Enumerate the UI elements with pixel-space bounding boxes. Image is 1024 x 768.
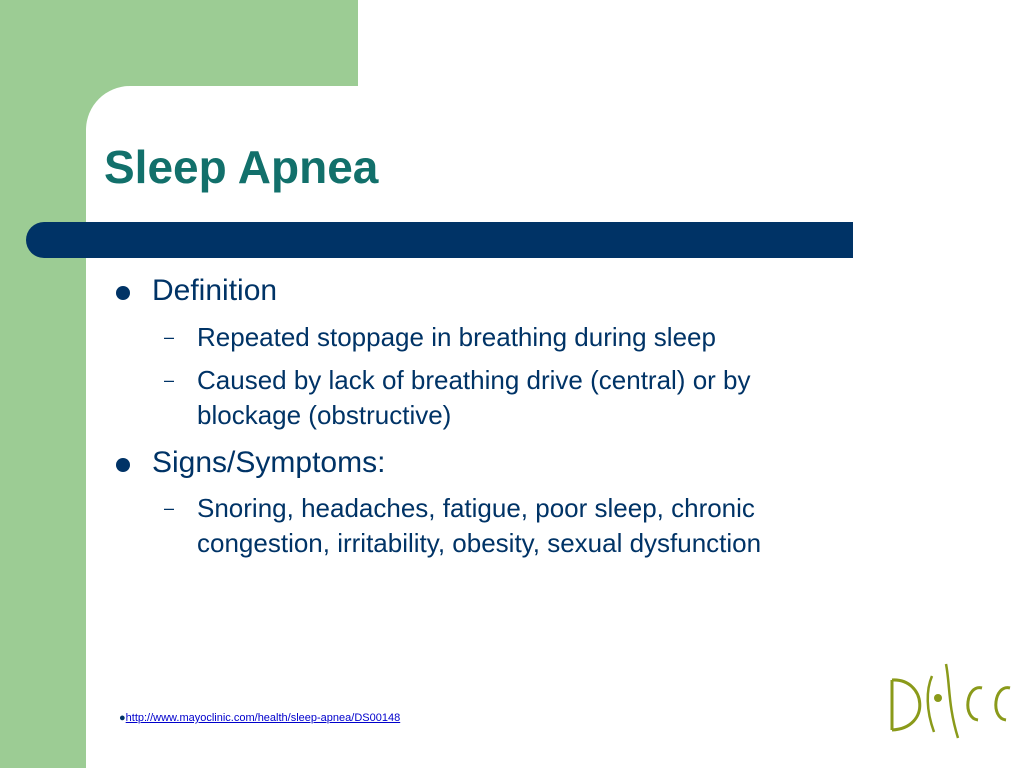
dash-marker: – [164,498,175,518]
sub-bullet-text: Repeated stoppage in breathing during sleep [197,322,716,352]
title-underline-bar [26,222,853,258]
dcc-logo [886,660,1014,740]
reference-link[interactable]: http://www.mayoclinic.com/health/sleep-apnea/DS00148 [125,712,401,724]
reference-bullet: ● [119,712,126,724]
dash-marker: – [164,327,175,347]
reference-footnote [119,712,400,724]
sub-bullet-text: Caused by lack of breathing drive (central) or by blockage (obstructive) [197,365,751,430]
bullet-text: Definition [152,274,278,307]
slide-title: Sleep Apnea [104,141,379,193]
bullet-text: Signs/Symptoms: [152,446,386,479]
dash-marker: – [164,370,175,390]
sub-bullet-text: Snoring, headaches, fatigue, poor sleep, chronic congestion, irritability, obesity, sexual dysfunction [197,493,762,558]
